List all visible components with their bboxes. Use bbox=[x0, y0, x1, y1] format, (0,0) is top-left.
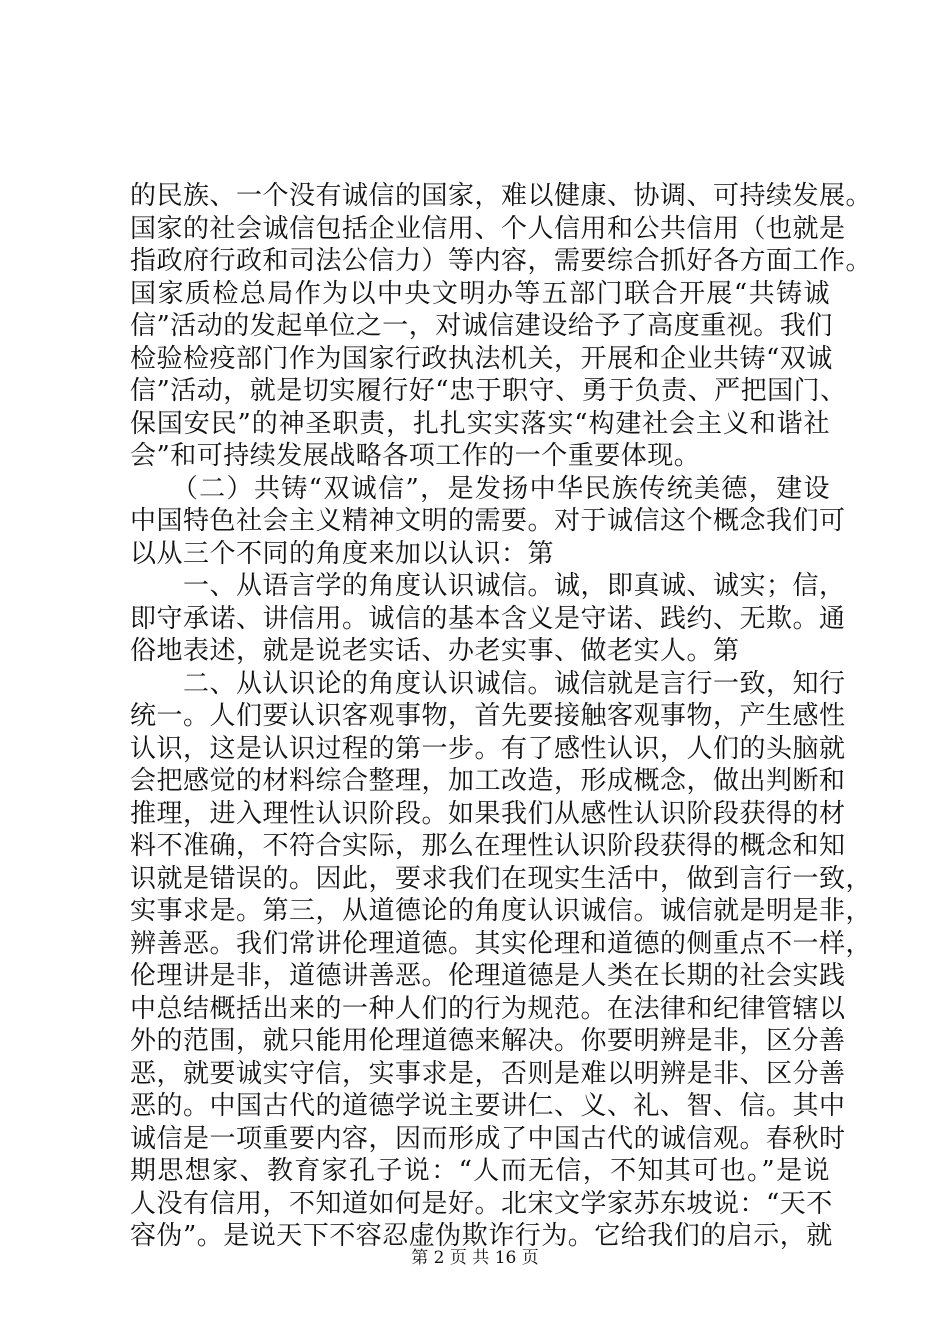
text-line: 中总结概括出来的一种人们的行为规范。在法律和纪律管辖以 bbox=[130, 993, 846, 1024]
text-line: 中国特色社会主义精神文明的需要。对于诚信这个概念我们可 bbox=[130, 506, 846, 536]
text-line: 诚信是一项重要内容，因而形成了中国古代的诚信观。春秋时 bbox=[130, 1123, 846, 1154]
text-line: 俗地表述，就是说老实话、办老实事、做老实人。第 bbox=[130, 636, 740, 666]
text-line: 恶，就要诚实守信，实事求是，否则是难以明辨是非、区分善 bbox=[130, 1058, 846, 1089]
text-line: 以从三个不同的角度来加以认识：第 bbox=[130, 538, 555, 569]
text-line: 保国安民”的神圣职责，扎扎实实落实“构建社会主义和谐社 bbox=[130, 408, 830, 439]
text-line: 二、从认识论的角度认识诚信。诚信就是言行一致，知行 bbox=[130, 668, 846, 699]
body-text bbox=[130, 180, 873, 1253]
text-line: 恶的。中国古代的道德学说主要讲仁、义、礼、智、信。其中 bbox=[130, 1091, 846, 1121]
text-line: 伦理讲是非，道德讲善恶。伦理道德是人类在长期的社会实践 bbox=[130, 961, 846, 991]
text-line: 容伪”。是说天下不容忍虚伪欺诈行为。它给我们的启示，就 bbox=[130, 1221, 833, 1251]
text-line: 信”活动的发起单位之一，对诚信建设给予了高度重视。我们 bbox=[130, 311, 833, 341]
text-line: （二）共铸“双诚信”，是发扬中华民族传统美德，建设 bbox=[130, 473, 830, 504]
text-line: 会把感觉的材料综合整理，加工改造，形成概念，做出判断和 bbox=[130, 766, 846, 796]
text-line: 推理，进入理性认识阶段。如果我们从感性认识阶段获得的材 bbox=[130, 798, 846, 829]
text-line: 辨善恶。我们常讲伦理道德。其实伦理和道德的侧重点不一样， bbox=[130, 928, 873, 959]
text-line: 期思想家、教育家孔子说：“人而无信，不知其可也。”是说 bbox=[130, 1156, 830, 1186]
text-line: 国家质检总局作为以中央文明办等五部门联合开展“共铸诚 bbox=[130, 278, 830, 309]
text-line: 统一。人们要认识客观事物，首先要接触客观事物，产生感性 bbox=[130, 701, 846, 731]
text-line: 指政府行政和司法公信力）等内容，需要综合抓好各方面工作。 bbox=[130, 246, 873, 276]
text-line: 信”活动，就是切实履行好“忠于职守、勇于负责、严把国门、 bbox=[130, 376, 847, 406]
text-line: 国家的社会诚信包括企业信用、个人信用和公共信用（也就是 bbox=[130, 213, 846, 244]
text-line: 一、从语言学的角度认识诚信。诚，即真诚、诚实；信， bbox=[130, 571, 846, 601]
text-line: 人没有信用，不知道如何是好。北宋文学家苏东坡说：“天不 bbox=[130, 1188, 833, 1219]
text-line: 料不准确，不符合实际，那么在理性认识阶段获得的概念和知 bbox=[130, 831, 846, 861]
text-line: 检验检疫部门作为国家行政执法机关，开展和企业共铸“双诚 bbox=[130, 343, 833, 374]
text-line: 识就是错误的。因此，要求我们在现实生活中，做到言行一致， bbox=[130, 863, 873, 894]
text-line: 会”和可持续发展战略各项工作的一个重要体现。 bbox=[130, 441, 701, 471]
text-line: 外的范围，就只能用伦理道德来解决。你要明辨是非，区分善 bbox=[130, 1026, 846, 1056]
text-line: 认识，这是认识过程的第一步。有了感性认识，人们的头脑就 bbox=[130, 733, 846, 764]
page-footer: 第 2 页 共 16 页 bbox=[411, 1248, 539, 1268]
text-line: 的民族、一个没有诚信的国家，难以健康、协调、可持续发展。 bbox=[130, 181, 873, 211]
text-line: 实事求是。第三，从道德论的角度认识诚信。诚信就是明是非， bbox=[130, 896, 873, 926]
text-line: 即守承诺、讲信用。诚信的基本含义是守诺、践约、无欺。通 bbox=[130, 603, 846, 634]
